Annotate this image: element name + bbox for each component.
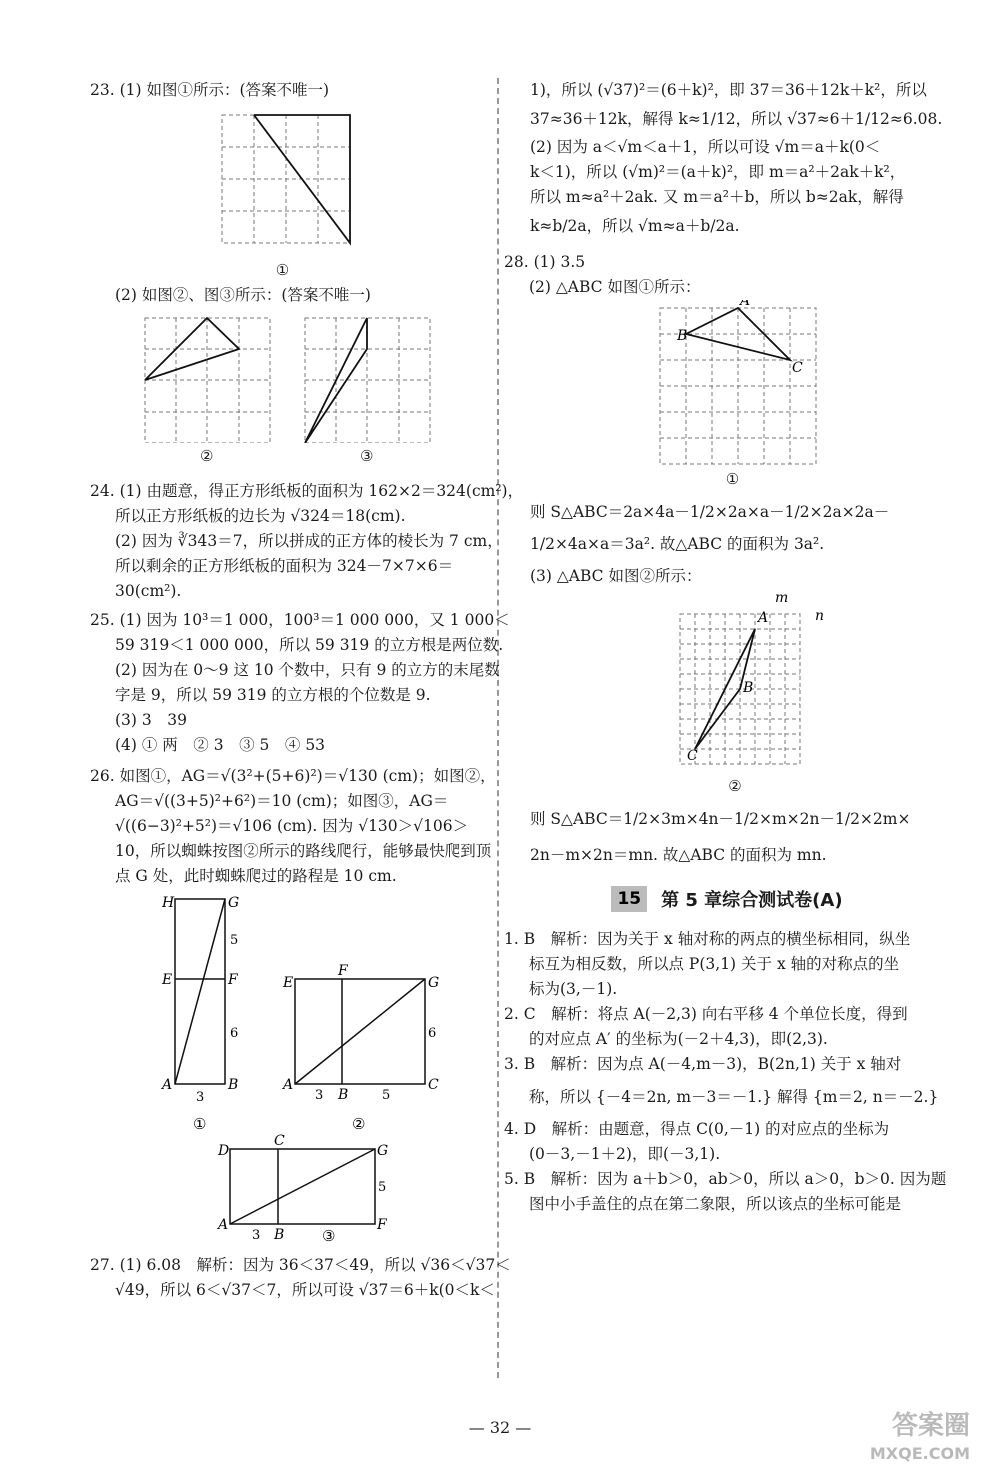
- q23-figures-2-3: [90, 308, 485, 443]
- q23-fig2-caption: ②: [200, 447, 214, 465]
- q26-len-3: 3: [315, 1088, 324, 1103]
- q24-line: 所以正方形纸板的边长为 √324＝18(cm).: [115, 507, 406, 525]
- right-column: [504, 78, 950, 1217]
- q28-figure-1: [530, 300, 950, 470]
- q23-fig1-caption: ①: [275, 261, 290, 279]
- q26-line: AG＝√((3+5)²+6²)＝10 (cm)；如图③，AG＝: [115, 792, 449, 810]
- q23-part2: (2) 如图②、图③所示：(答案不唯一): [115, 286, 371, 304]
- q28-text3-line: 则 S△ABC＝1/2×3m×4n－1/2×m×2n－1/2×2m×: [530, 810, 911, 828]
- q25-line: (2) 因为在 0～9 这 10 个数中，只有 9 的立方的末尾数: [115, 661, 500, 679]
- q26-label-B: B: [228, 1077, 239, 1093]
- q26-label-A: A: [283, 1077, 294, 1093]
- q25-line: (4) ① 两 ② 3 ③ 5 ④ 53: [115, 736, 326, 754]
- q27-cont-line: k＜1)，所以 (√m)²＝(a＋k)²，即 m＝a²＋2ak＋k²，: [530, 163, 906, 181]
- q26-label-B: B: [338, 1087, 349, 1103]
- q28-fig1-label-A: A: [740, 300, 751, 309]
- answer-line: 5. B 解析：因为 a＋b＞0，ab＞0，所以 a＞0，b＞0. 因为题: [504, 1170, 947, 1188]
- q27-cont-line: 所以 m≈a²＋2ak. 又 m＝a²＋b，所以 b≈2ak，解得: [530, 188, 904, 206]
- q28-fig2-label-A: A: [758, 610, 769, 626]
- q28-fig2-label-n: n: [815, 608, 825, 624]
- q26-label-G: G: [428, 975, 440, 991]
- q26-fig2-caption: ②: [352, 1115, 366, 1133]
- q27-line: √49，所以 6＜√37＜7，所以可设 √37＝6＋k(0＜k＜: [115, 1281, 495, 1299]
- section-number: 15: [611, 886, 647, 912]
- q24-block: [90, 479, 524, 604]
- q26-len-3: 3: [252, 1228, 261, 1243]
- q28-fig2-label-m: m: [775, 592, 789, 606]
- q28-line: (2) △ABC 如图①所示：: [529, 278, 701, 296]
- q28-block: [504, 250, 950, 300]
- q26-label-A: A: [218, 1217, 229, 1233]
- q28-text2-line: 1/2×4a×a＝3a². 故△ABC 的面积为 3a².: [530, 535, 825, 553]
- q26-label-B: B: [274, 1227, 285, 1243]
- q28-line: 28. (1) 3.5: [504, 253, 586, 271]
- q28-fig2-label-C: C: [687, 748, 698, 764]
- watermark-logo: [870, 1412, 970, 1468]
- q26-label-G: G: [228, 895, 240, 911]
- q28-text3-line: 2n－m×2n＝mn. 故△ABC 的面积为 mn.: [530, 846, 827, 864]
- q25-line: 25. (1) 因为 10³＝1 000，100³＝1 000 000，又 1 000＜: [90, 611, 510, 629]
- watermark-line1: 答案圈: [891, 1411, 970, 1441]
- answer-line: 的对应点 A′ 的坐标为(－2＋4,3)，即(2,3).: [529, 1030, 828, 1048]
- answer-line: 4. D 解析：由题意，得点 C(0,－1) 的对应点的坐标为: [504, 1120, 890, 1138]
- q27-cont-line: k≈b/2a，所以 √m≈a＋b/2a.: [530, 217, 740, 235]
- q23-grid-1: [90, 103, 485, 263]
- page-number: — 32 —: [468, 1418, 532, 1437]
- answer-line: 标为(3,－1).: [529, 980, 618, 998]
- q28-text2-line: 则 S△ABC＝2a×4a－1/2×2a×a－1/2×2a×2a－: [530, 503, 890, 521]
- q26-line: 26. 如图①，AG＝√(3²+(5+6)²)＝√130 (cm)；如图②，: [90, 767, 496, 785]
- q25-line: 字是 9，所以 59 319 的立方根的个位数是 9.: [115, 686, 431, 704]
- q26-line: 点 G 处，此时蜘蛛爬过的路程是 10 cm.: [115, 867, 397, 885]
- q24-line: (2) 因为 ∛343＝7，所以拼成的正方体的棱长为 7 cm，: [115, 532, 503, 550]
- q26-label-E: E: [283, 975, 294, 991]
- q26-len-6: 6: [230, 1026, 239, 1041]
- q26-label-G: G: [377, 1143, 389, 1159]
- q24-line: 24. (1) 由题意，得正方形纸板的面积为 162×2＝324(cm²)，: [90, 482, 524, 500]
- q26-label-F: F: [338, 963, 348, 979]
- q26-len-5: 5: [382, 1088, 391, 1103]
- q23-figure-1: [90, 103, 485, 263]
- q26-label-F: F: [228, 972, 238, 988]
- answer-line: 1. B 解析：因为关于 x 轴对称的两点的横坐标相同，纵坐: [504, 930, 911, 948]
- q26-len-5: 5: [230, 933, 239, 948]
- q26-nets: [90, 889, 485, 1249]
- q26-fig1-caption: ①: [193, 1115, 207, 1133]
- q27-cont-line: 1)，所以 (√37)²＝(6＋k)²，即 37＝36＋12k＋k²，所以: [530, 81, 927, 99]
- q23-grid-2-3: [90, 308, 485, 443]
- q28-fig2-label-B: B: [743, 680, 754, 696]
- q26-label-H: H: [162, 895, 175, 911]
- q27-cont-line: 37≈36＋12k，解得 k≈1/12，所以 √37≈6＋1/12≈6.08.: [530, 110, 943, 128]
- q27-block: [90, 1253, 511, 1303]
- q26-len-5: 5: [378, 1180, 387, 1195]
- q26-fig3-caption: ③: [322, 1227, 336, 1245]
- q26-len-6: 6: [428, 1026, 437, 1041]
- q28-grid-2: [530, 592, 950, 777]
- q26-label-F: F: [377, 1217, 387, 1233]
- answer-line: 称，所以 {－4＝2n, m－3＝－1.} 解得 {m＝2, n＝－2.}: [529, 1088, 939, 1106]
- q25-line: (3) 3 39: [115, 711, 187, 729]
- q26-line: 10，所以蜘蛛按图②所示的路线爬行，能够最快爬到顶: [115, 842, 492, 860]
- q24-line: 所以剩余的正方形纸板的面积为 324－7×7×6＝: [115, 557, 454, 575]
- answer-line: 图中小手盖住的点在第二象限，所以该点的坐标可能是: [529, 1195, 902, 1213]
- q28-fig1-label-B: B: [677, 328, 688, 344]
- section-header: [504, 881, 950, 917]
- column-divider: [497, 78, 499, 1378]
- q26-block: [90, 764, 496, 889]
- q28-grid-1: [530, 300, 950, 470]
- q23-fig3-caption: ③: [360, 447, 374, 465]
- q26-label-C: C: [274, 1133, 285, 1149]
- watermark-line2: MXQE.COM: [869, 1444, 970, 1463]
- q26-label-C: C: [428, 1077, 439, 1093]
- q28-text2: [530, 496, 950, 592]
- q28-text2-line: (3) △ABC 如图②所示：: [530, 567, 702, 585]
- q28-fig2-caption: ②: [728, 777, 742, 795]
- q26-figures: [90, 889, 485, 1249]
- answers-block: [504, 927, 950, 1217]
- q26-len-3: 3: [196, 1090, 205, 1105]
- q27-cont-line: (2) 因为 a＜√m＜a＋1，所以可设 √m＝a＋k(0＜: [530, 138, 881, 156]
- q27-line: 27. (1) 6.08 解析：因为 36＜37＜49，所以 √36＜√37＜: [90, 1256, 511, 1274]
- q28-fig1-caption: ①: [725, 470, 740, 488]
- q24-line: 30(cm²).: [115, 582, 182, 600]
- section-title: 第 5 章综合测试卷(A): [661, 890, 843, 911]
- answer-line: 2. C 解析：将点 A(－2,3) 向右平移 4 个单位长度，得到: [504, 1005, 908, 1023]
- answer-line: 3. B 解析：因为点 A(－4,m－3)，B(2n,1) 关于 x 轴对: [504, 1055, 902, 1073]
- q23-part1: 23. (1) 如图①所示：(答案不唯一): [90, 81, 330, 99]
- q26-label-E: E: [162, 972, 173, 988]
- q26-label-D: D: [218, 1143, 230, 1159]
- answer-line: (0－3,－1＋2)，即(－3,1).: [529, 1145, 721, 1163]
- q28-fig1-label-C: C: [792, 360, 803, 376]
- q26-label-A: A: [162, 1077, 173, 1093]
- q25-line: 59 319＜1 000 000，所以 59 319 的立方根是两位数.: [115, 636, 504, 654]
- q23-caption-row: [90, 443, 485, 469]
- q25-block: [90, 608, 510, 758]
- left-column: [90, 78, 524, 1303]
- q28-text3: [530, 801, 950, 873]
- answer-line: 标互为相反数，所以点 P(3,1) 关于 x 轴的对称点的坐: [529, 955, 900, 973]
- q26-line: √((6−3)²+5²)＝√106 (cm). 因为 √130＞√106＞: [115, 817, 469, 835]
- q28-figure-2: [530, 592, 950, 777]
